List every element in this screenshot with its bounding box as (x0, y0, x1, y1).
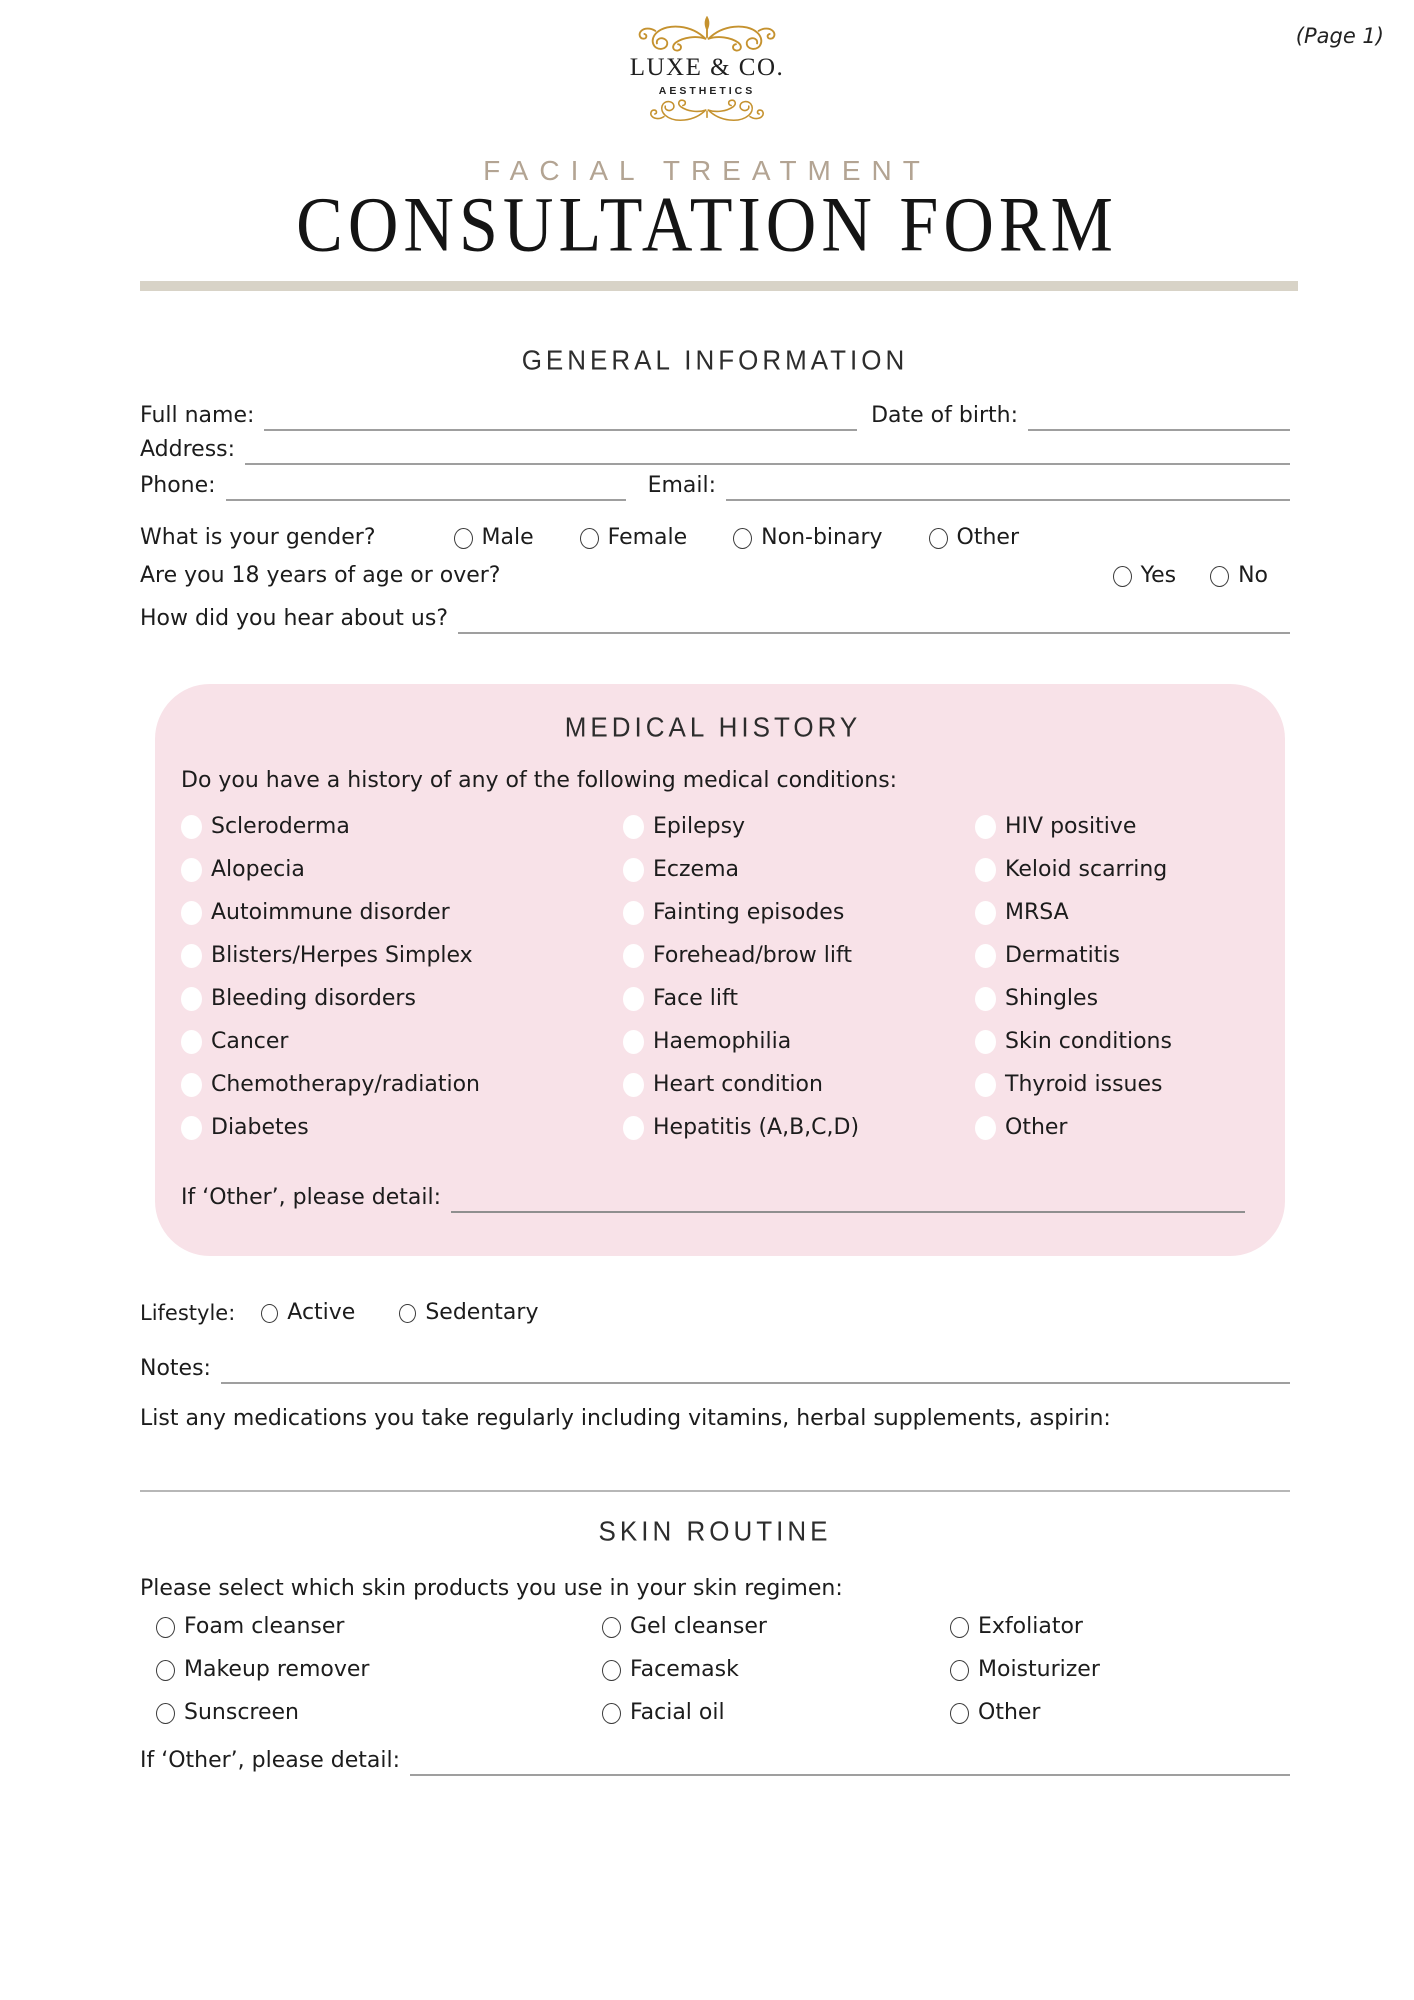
alopecia-radio[interactable] (181, 858, 202, 882)
option-hepatitis: Hepatitis (A,B,C,D) (623, 1113, 975, 1143)
scleroderma-radio[interactable] (181, 815, 202, 839)
eczema-radio[interactable] (623, 858, 644, 882)
address-label: Address: (140, 437, 236, 462)
autoimmune-disorder-radio[interactable] (181, 901, 202, 925)
brand-subtitle: AESTHETICS (658, 85, 756, 97)
hear-about-us-field[interactable] (458, 605, 1290, 634)
skin-other-detail-label: If ‘Other’, please detail: (140, 1748, 400, 1773)
haemophilia-radio[interactable] (623, 1030, 644, 1054)
skin-other-detail-row (140, 1746, 1290, 1776)
face-lift-radio[interactable] (623, 987, 644, 1011)
age-question-label: Are you 18 years of age or over? (140, 563, 501, 588)
full-name-field[interactable] (264, 402, 857, 431)
option-haemophilia: Haemophilia (623, 1027, 975, 1057)
gender-other-radio[interactable] (929, 528, 948, 549)
bleeding-disorders-radio[interactable] (181, 987, 202, 1011)
skin-products-grid (156, 1612, 1290, 1728)
option-gel-cleanser: Gel cleanser (602, 1612, 950, 1642)
option-blisters-herpes-simplex: Blisters/Herpes Simplex (181, 941, 623, 971)
age-no-radio[interactable] (1210, 566, 1229, 587)
option-keloid-scarring: Keloid scarring (975, 855, 1245, 885)
option-scleroderma: Scleroderma (181, 812, 623, 842)
phone-field[interactable] (226, 472, 626, 501)
name-dob-row (140, 401, 1290, 431)
option-alopecia: Alopecia (181, 855, 623, 885)
cancer-radio[interactable] (181, 1030, 202, 1054)
brand-header (0, 0, 1414, 129)
age-yes-radio[interactable] (1113, 566, 1132, 587)
nonbinary-radio[interactable] (733, 528, 752, 549)
keloid-scarring-radio[interactable] (975, 858, 996, 882)
exfoliator-radio[interactable] (950, 1617, 969, 1638)
notes-label: Notes: (140, 1356, 211, 1381)
option-bleeding-disorders: Bleeding disorders (181, 984, 623, 1014)
option-autoimmune-disorder: Autoimmune disorder (181, 898, 623, 928)
hiv-positive-radio[interactable] (975, 815, 996, 839)
option-chemotherapy-radiation: Chemotherapy/radiation (181, 1070, 623, 1100)
skin-routine-title: SKIN ROUTINE (598, 1514, 832, 1548)
skin-routine-section (140, 1516, 1290, 1776)
nonbinary-label: Non-binary (761, 525, 883, 550)
lifestyle-row (140, 1298, 1290, 1328)
medical-conditions-grid (181, 812, 1245, 1143)
blisters-herpes-radio[interactable] (181, 944, 202, 968)
male-radio[interactable] (454, 528, 473, 549)
lifestyle-option-sedentary (399, 1298, 538, 1328)
age-option-no (1210, 561, 1268, 591)
flourish-bottom-icon (619, 99, 795, 129)
medical-history-section (155, 684, 1285, 1256)
skin-routine-intro: Please select which skin products you use in your skin regimen: (140, 1576, 843, 1601)
gender-row (140, 523, 1290, 553)
female-radio[interactable] (580, 528, 599, 549)
option-skin-other: Other (950, 1698, 1290, 1728)
medical-other-detail-field[interactable] (451, 1184, 1245, 1213)
email-label: Email: (647, 473, 717, 498)
option-medical-other: Other (975, 1113, 1245, 1143)
age-row (140, 561, 1290, 591)
brand-name: LUXE & CO. (629, 54, 785, 81)
shingles-radio[interactable] (975, 987, 996, 1011)
diabetes-radio[interactable] (181, 1116, 202, 1140)
address-row (140, 435, 1290, 465)
option-diabetes: Diabetes (181, 1113, 623, 1143)
email-field[interactable] (726, 472, 1290, 501)
full-name-label: Full name: (140, 403, 255, 428)
form-eyebrow: FACIAL TREATMENT (483, 155, 931, 186)
medical-history-intro: Do you have a history of any of the following medical conditions: (181, 768, 898, 793)
option-eczema: Eczema (623, 855, 975, 885)
dob-field[interactable] (1028, 402, 1290, 431)
medical-other-radio[interactable] (975, 1116, 996, 1140)
page-number: (Page 1) (1295, 24, 1384, 48)
phone-email-row (140, 471, 1290, 501)
address-field[interactable] (245, 436, 1290, 465)
option-face-lift: Face lift (623, 984, 975, 1014)
option-makeup-remover: Makeup remover (156, 1655, 602, 1685)
sunscreen-radio[interactable] (156, 1703, 175, 1724)
medical-other-detail-row (181, 1183, 1245, 1213)
option-facemask: Facemask (602, 1655, 950, 1685)
option-shingles: Shingles (975, 984, 1245, 1014)
gel-cleanser-radio[interactable] (602, 1617, 621, 1638)
active-label: Active (287, 1300, 356, 1325)
sedentary-radio[interactable] (399, 1304, 416, 1323)
male-label: Male (481, 525, 534, 550)
facial-oil-radio[interactable] (602, 1703, 621, 1724)
gender-option-male (454, 523, 534, 553)
option-fainting-episodes: Fainting episodes (623, 898, 975, 928)
skin-conditions-radio[interactable] (975, 1030, 996, 1054)
hear-about-us-row (140, 604, 1290, 634)
medical-history-title: MEDICAL HISTORY (564, 710, 862, 744)
skin-other-detail-field[interactable] (410, 1747, 1290, 1776)
section-divider (140, 1490, 1290, 1492)
lifestyle-option-active (261, 1298, 355, 1328)
hear-about-us-label: How did you hear about us? (140, 606, 448, 631)
gender-option-nonbinary (733, 523, 882, 553)
option-heart-condition: Heart condition (623, 1070, 975, 1100)
foam-cleanser-radio[interactable] (156, 1617, 175, 1638)
option-dermatitis: Dermatitis (975, 941, 1245, 971)
option-forehead-brow-lift: Forehead/brow lift (623, 941, 975, 971)
general-information-title: GENERAL INFORMATION (521, 343, 909, 377)
option-moisturizer: Moisturizer (950, 1655, 1290, 1685)
gender-option-other (929, 523, 1019, 553)
option-facial-oil: Facial oil (602, 1698, 950, 1728)
option-foam-cleanser: Foam cleanser (156, 1612, 602, 1642)
gender-other-label: Other (956, 525, 1020, 550)
female-label: Female (607, 525, 688, 550)
medications-label: List any medications you take regularly including vitamins, herbal supplements, aspirin: (140, 1406, 1111, 1431)
makeup-remover-radio[interactable] (156, 1660, 175, 1681)
option-cancer: Cancer (181, 1027, 623, 1057)
gender-question-label: What is your gender? (140, 525, 376, 550)
age-option-yes (1113, 561, 1177, 591)
gender-option-female (580, 523, 688, 553)
flourish-top-icon (619, 16, 795, 52)
option-thyroid-issues: Thyroid issues (975, 1070, 1245, 1100)
fainting-episodes-radio[interactable] (623, 901, 644, 925)
medical-other-detail-label: If ‘Other’, please detail: (181, 1185, 441, 1210)
header-divider (140, 281, 1298, 291)
age-yes-label: Yes (1140, 563, 1177, 588)
phone-label: Phone: (140, 473, 216, 498)
notes-row (140, 1354, 1290, 1384)
mrsa-radio[interactable] (975, 901, 996, 925)
chemotherapy-radiation-radio[interactable] (181, 1073, 202, 1097)
moisturizer-radio[interactable] (950, 1660, 969, 1681)
option-mrsa: MRSA (975, 898, 1245, 928)
general-information-section (140, 345, 1290, 634)
facemask-radio[interactable] (602, 1660, 621, 1681)
heart-condition-radio[interactable] (623, 1073, 644, 1097)
epilepsy-radio[interactable] (623, 815, 644, 839)
notes-field[interactable] (221, 1355, 1290, 1384)
hepatitis-radio[interactable] (623, 1116, 644, 1140)
forehead-brow-lift-radio[interactable] (623, 944, 644, 968)
option-hiv-positive: HIV positive (975, 812, 1245, 842)
dermatitis-radio[interactable] (975, 944, 996, 968)
skin-other-radio[interactable] (950, 1703, 969, 1724)
active-radio[interactable] (261, 1304, 278, 1323)
option-skin-conditions: Skin conditions (975, 1027, 1245, 1057)
dob-label: Date of birth: (871, 403, 1018, 428)
lifestyle-label: Lifestyle: (140, 1301, 236, 1325)
form-title: CONSULTATION FORM (296, 182, 1118, 269)
option-exfoliator: Exfoliator (950, 1612, 1290, 1642)
sedentary-label: Sedentary (425, 1300, 539, 1325)
thyroid-issues-radio[interactable] (975, 1073, 996, 1097)
option-epilepsy: Epilepsy (623, 812, 975, 842)
option-sunscreen: Sunscreen (156, 1698, 602, 1728)
age-no-label: No (1238, 563, 1268, 588)
